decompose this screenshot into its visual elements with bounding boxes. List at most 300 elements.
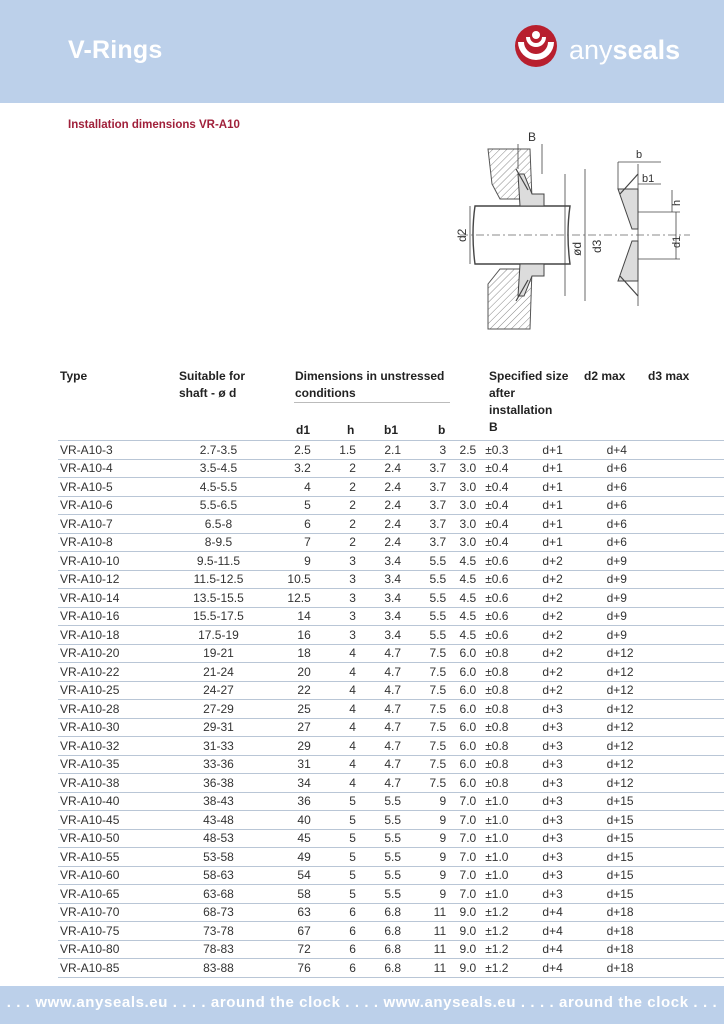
- cell-d1: 7: [269, 533, 311, 552]
- table-row: [58, 552, 724, 571]
- cell-tolerance: ±0.6: [476, 570, 542, 589]
- cell-shaft: 4.5-5.5: [168, 478, 268, 497]
- cell-d2-max: d+4: [542, 922, 606, 941]
- cell-type: VR-A10-22: [58, 663, 168, 682]
- cell-d1: 40: [269, 811, 311, 830]
- cell-d2-max: d+3: [542, 755, 606, 774]
- table-row: [58, 903, 724, 922]
- label-B: B: [528, 130, 537, 144]
- cell-b1: 4.7: [356, 644, 401, 663]
- header-shaft-1: Suitable for: [179, 369, 246, 383]
- table-row: [58, 515, 724, 534]
- cell-h: 2: [311, 515, 356, 534]
- cell-type: VR-A10-10: [58, 552, 168, 571]
- table-row: [58, 533, 724, 552]
- cell-b: 9: [401, 811, 446, 830]
- cell-b1: 5.5: [356, 811, 401, 830]
- cell-shaft: 6.5-8: [168, 515, 268, 534]
- cell-spec: 3.0: [446, 515, 476, 534]
- cell-d1: 45: [269, 829, 311, 848]
- cell-h: 6: [311, 959, 356, 978]
- cell-d1: 5: [269, 496, 311, 515]
- cell-d1: 31: [269, 755, 311, 774]
- cell-spec: 9.0: [446, 959, 476, 978]
- cell-b: 3.7: [401, 478, 446, 497]
- cell-b: 3.7: [401, 496, 446, 515]
- cell-type: VR-A10-50: [58, 829, 168, 848]
- cell-d2-max: d+4: [542, 940, 606, 959]
- cell-d2-max: d+3: [542, 829, 606, 848]
- cell-d3-max: d+15: [607, 792, 724, 811]
- cell-d3-max: d+12: [607, 718, 724, 737]
- cell-h: 6: [311, 922, 356, 941]
- cell-tolerance: ±1.2: [476, 940, 542, 959]
- label-d3: d3: [590, 239, 604, 253]
- cell-tolerance: ±0.6: [476, 589, 542, 608]
- cell-d3-max: d+6: [607, 496, 724, 515]
- cell-d3-max: d+15: [607, 848, 724, 867]
- cell-h: 5: [311, 885, 356, 904]
- cell-spec: 4.5: [446, 607, 476, 626]
- cell-b: 11: [401, 959, 446, 978]
- cell-shaft: 8-9.5: [168, 533, 268, 552]
- table-row: [58, 737, 724, 756]
- cell-d2-max: d+1: [542, 459, 606, 478]
- cell-spec: 7.0: [446, 792, 476, 811]
- cell-spec: 2.5: [446, 441, 476, 460]
- cell-d2-max: d+3: [542, 718, 606, 737]
- cell-d1: 22: [269, 681, 311, 700]
- installation-drawing: [440, 124, 700, 354]
- table-row: [58, 866, 724, 885]
- cell-h: 3: [311, 589, 356, 608]
- cell-b1: 5.5: [356, 792, 401, 811]
- table-row: [58, 774, 724, 793]
- cell-d2-max: d+3: [542, 774, 606, 793]
- cell-tolerance: ±0.8: [476, 774, 542, 793]
- cell-h: 5: [311, 829, 356, 848]
- cell-d1: 49: [269, 848, 311, 867]
- cell-spec: 3.0: [446, 533, 476, 552]
- cell-b: 7.5: [401, 644, 446, 663]
- cell-b1: 6.8: [356, 903, 401, 922]
- cell-d2-max: d+2: [542, 589, 606, 608]
- cell-b1: 3.4: [356, 607, 401, 626]
- cell-spec: 9.0: [446, 940, 476, 959]
- cell-shaft: 19-21: [168, 644, 268, 663]
- cell-spec: 4.5: [446, 589, 476, 608]
- logo-rings-icon: [512, 22, 562, 72]
- cell-d2-max: d+2: [542, 663, 606, 682]
- cell-shaft: 33-36: [168, 755, 268, 774]
- cell-type: VR-A10-18: [58, 626, 168, 645]
- cell-b1: 4.7: [356, 681, 401, 700]
- cell-d3-max: d+9: [607, 607, 724, 626]
- cell-d1: 18: [269, 644, 311, 663]
- table-row: [58, 663, 724, 682]
- cell-d2-max: d+3: [542, 885, 606, 904]
- cell-b1: 4.7: [356, 718, 401, 737]
- cell-spec: 7.0: [446, 866, 476, 885]
- cell-type: VR-A10-14: [58, 589, 168, 608]
- cell-d3-max: d+9: [607, 589, 724, 608]
- cell-d2-max: d+3: [542, 792, 606, 811]
- cell-spec: 6.0: [446, 644, 476, 663]
- header-type: Type: [60, 369, 88, 383]
- cell-tolerance: ±0.8: [476, 663, 542, 682]
- cell-b1: 2.4: [356, 459, 401, 478]
- cell-d1: 72: [269, 940, 311, 959]
- cell-tolerance: ±0.8: [476, 755, 542, 774]
- cell-tolerance: ±1.2: [476, 922, 542, 941]
- cell-b: 7.5: [401, 718, 446, 737]
- cell-h: 4: [311, 681, 356, 700]
- cell-shaft: 83-88: [168, 959, 268, 978]
- cell-type: VR-A10-30: [58, 718, 168, 737]
- cell-h: 1.5: [311, 441, 356, 460]
- cell-tolerance: ±0.4: [476, 515, 542, 534]
- header-dims-rule: [294, 402, 450, 403]
- cell-d1: 2.5: [269, 441, 311, 460]
- header-d2max: d2 max: [584, 369, 626, 383]
- cell-tolerance: ±1.0: [476, 811, 542, 830]
- cell-type: VR-A10-8: [58, 533, 168, 552]
- cell-spec: 3.0: [446, 478, 476, 497]
- cell-shaft: 5.5-6.5: [168, 496, 268, 515]
- header-h: h: [347, 423, 355, 437]
- dimensions-table: [58, 440, 724, 978]
- cell-d2-max: d+1: [542, 496, 606, 515]
- cell-spec: 7.0: [446, 811, 476, 830]
- label-d2: d2: [455, 228, 469, 242]
- cell-h: 4: [311, 644, 356, 663]
- footer-text[interactable]: . . . www.anyseals.eu . . . . around the clock . . . . www.anyseals.eu . . . . around the clock . . .: [6, 994, 718, 1011]
- cell-d1: 4: [269, 478, 311, 497]
- cell-h: 4: [311, 718, 356, 737]
- cell-h: 5: [311, 792, 356, 811]
- cell-d1: 20: [269, 663, 311, 682]
- cell-shaft: 38-43: [168, 792, 268, 811]
- cell-shaft: 63-68: [168, 885, 268, 904]
- cell-b: 7.5: [401, 700, 446, 719]
- cell-h: 2: [311, 459, 356, 478]
- cell-type: VR-A10-35: [58, 755, 168, 774]
- cell-b1: 2.4: [356, 496, 401, 515]
- header-dims-2: conditions: [295, 386, 356, 400]
- cell-tolerance: ±1.0: [476, 866, 542, 885]
- cell-shaft: 13.5-15.5: [168, 589, 268, 608]
- cell-b: 7.5: [401, 737, 446, 756]
- cell-h: 5: [311, 866, 356, 885]
- cell-d3-max: d+15: [607, 811, 724, 830]
- header-spec-4: B: [489, 420, 498, 434]
- cell-h: 2: [311, 533, 356, 552]
- cell-b1: 4.7: [356, 663, 401, 682]
- cell-d1: 6: [269, 515, 311, 534]
- cell-spec: 9.0: [446, 903, 476, 922]
- cell-type: VR-A10-16: [58, 607, 168, 626]
- cell-type: VR-A10-65: [58, 885, 168, 904]
- cell-d2-max: d+3: [542, 811, 606, 830]
- cell-type: VR-A10-3: [58, 441, 168, 460]
- cell-tolerance: ±0.8: [476, 644, 542, 663]
- cell-d3-max: d+4: [607, 441, 724, 460]
- cell-type: VR-A10-12: [58, 570, 168, 589]
- cell-spec: 6.0: [446, 663, 476, 682]
- cell-shaft: 53-58: [168, 848, 268, 867]
- cell-d2-max: d+2: [542, 570, 606, 589]
- cell-b: 11: [401, 940, 446, 959]
- cell-d1: 10.5: [269, 570, 311, 589]
- cell-tolerance: ±0.8: [476, 681, 542, 700]
- cell-b: 3: [401, 441, 446, 460]
- cell-d1: 12.5: [269, 589, 311, 608]
- cell-d3-max: d+12: [607, 700, 724, 719]
- cell-b: 5.5: [401, 570, 446, 589]
- table-row: [58, 589, 724, 608]
- cell-h: 6: [311, 940, 356, 959]
- cell-d3-max: d+9: [607, 552, 724, 571]
- cell-tolerance: ±0.4: [476, 496, 542, 515]
- cell-b1: 5.5: [356, 829, 401, 848]
- cell-spec: 6.0: [446, 774, 476, 793]
- cell-spec: 7.0: [446, 829, 476, 848]
- cell-spec: 7.0: [446, 848, 476, 867]
- cell-tolerance: ±1.2: [476, 903, 542, 922]
- cell-b1: 5.5: [356, 866, 401, 885]
- cell-tolerance: ±0.4: [476, 478, 542, 497]
- table-row: [58, 626, 724, 645]
- cell-shaft: 31-33: [168, 737, 268, 756]
- cell-d3-max: d+12: [607, 663, 724, 682]
- cell-d1: 54: [269, 866, 311, 885]
- cell-shaft: 3.5-4.5: [168, 459, 268, 478]
- cell-tolerance: ±0.6: [476, 626, 542, 645]
- cell-spec: 6.0: [446, 718, 476, 737]
- cell-shaft: 73-78: [168, 922, 268, 941]
- page-title: V-Rings: [68, 36, 163, 64]
- cell-d3-max: d+12: [607, 681, 724, 700]
- cell-b1: 4.7: [356, 755, 401, 774]
- cell-d3-max: d+9: [607, 626, 724, 645]
- cell-d1: 9: [269, 552, 311, 571]
- cell-d1: 63: [269, 903, 311, 922]
- cell-d1: 14: [269, 607, 311, 626]
- dimensions-table-section: [58, 368, 724, 978]
- cell-b1: 6.8: [356, 940, 401, 959]
- cell-d1: 34: [269, 774, 311, 793]
- cell-h: 2: [311, 478, 356, 497]
- cell-tolerance: ±1.0: [476, 848, 542, 867]
- cell-h: 5: [311, 848, 356, 867]
- cell-spec: 4.5: [446, 626, 476, 645]
- table-row: [58, 829, 724, 848]
- table-row: [58, 681, 724, 700]
- cell-d3-max: d+12: [607, 737, 724, 756]
- cell-type: VR-A10-40: [58, 792, 168, 811]
- cell-spec: 4.5: [446, 552, 476, 571]
- cell-type: VR-A10-85: [58, 959, 168, 978]
- table-row: [58, 792, 724, 811]
- cell-type: VR-A10-25: [58, 681, 168, 700]
- header-spec-2: after: [489, 386, 516, 400]
- cell-d3-max: d+18: [607, 940, 724, 959]
- label-b1: b1: [642, 173, 655, 185]
- cell-d3-max: d+18: [607, 903, 724, 922]
- cell-tolerance: ±0.4: [476, 459, 542, 478]
- table-row: [58, 848, 724, 867]
- cell-d3-max: d+6: [607, 515, 724, 534]
- cell-type: VR-A10-7: [58, 515, 168, 534]
- cell-spec: 6.0: [446, 737, 476, 756]
- brand-logo[interactable]: [512, 22, 712, 72]
- cell-h: 6: [311, 903, 356, 922]
- cell-b1: 6.8: [356, 922, 401, 941]
- cell-b: 9: [401, 866, 446, 885]
- label-h: h: [671, 199, 683, 206]
- table-row: [58, 885, 724, 904]
- cell-h: 3: [311, 607, 356, 626]
- cell-d2-max: d+2: [542, 552, 606, 571]
- cell-h: 5: [311, 811, 356, 830]
- cell-d2-max: d+4: [542, 959, 606, 978]
- header-spec-3: installation: [489, 403, 553, 417]
- cell-tolerance: ±0.3: [476, 441, 542, 460]
- cell-tolerance: ±1.2: [476, 959, 542, 978]
- cell-type: VR-A10-45: [58, 811, 168, 830]
- ring-profile-top: [618, 189, 638, 229]
- cell-spec: 4.5: [446, 570, 476, 589]
- cell-shaft: 48-53: [168, 829, 268, 848]
- table-row: [58, 607, 724, 626]
- cell-b1: 2.1: [356, 441, 401, 460]
- cell-d1: 25: [269, 700, 311, 719]
- cell-b: 7.5: [401, 663, 446, 682]
- cell-d2-max: d+2: [542, 626, 606, 645]
- table-row: [58, 644, 724, 663]
- cell-b: 5.5: [401, 626, 446, 645]
- cell-b1: 5.5: [356, 848, 401, 867]
- cell-b1: 2.4: [356, 515, 401, 534]
- cell-d1: 76: [269, 959, 311, 978]
- cell-b: 7.5: [401, 774, 446, 793]
- cell-b1: 2.4: [356, 478, 401, 497]
- table-row: [58, 700, 724, 719]
- cell-type: VR-A10-55: [58, 848, 168, 867]
- cell-d2-max: d+3: [542, 700, 606, 719]
- cell-shaft: 58-63: [168, 866, 268, 885]
- cell-shaft: 17.5-19: [168, 626, 268, 645]
- cell-shaft: 11.5-12.5: [168, 570, 268, 589]
- cell-shaft: 2.7-3.5: [168, 441, 268, 460]
- cell-b: 3.7: [401, 533, 446, 552]
- cell-d3-max: d+12: [607, 755, 724, 774]
- table-row: [58, 478, 724, 497]
- cell-b: 5.5: [401, 589, 446, 608]
- cell-b1: 4.7: [356, 774, 401, 793]
- cell-d1: 36: [269, 792, 311, 811]
- cell-b1: 2.4: [356, 533, 401, 552]
- cell-tolerance: ±1.0: [476, 885, 542, 904]
- section-title: Installation dimensions VR-A10: [68, 119, 240, 131]
- cell-d3-max: d+15: [607, 885, 724, 904]
- cell-tolerance: ±1.0: [476, 829, 542, 848]
- cell-b1: 3.4: [356, 589, 401, 608]
- cell-d1: 27: [269, 718, 311, 737]
- cell-b: 3.7: [401, 515, 446, 534]
- cell-tolerance: ±0.6: [476, 552, 542, 571]
- cell-b1: 6.8: [356, 959, 401, 978]
- cell-shaft: 43-48: [168, 811, 268, 830]
- logo-wordmark: anyseals: [569, 35, 681, 65]
- cell-shaft: 68-73: [168, 903, 268, 922]
- cell-shaft: 9.5-11.5: [168, 552, 268, 571]
- ring-profile-bottom: [618, 241, 638, 281]
- cell-h: 4: [311, 774, 356, 793]
- cell-d3-max: d+6: [607, 459, 724, 478]
- table-row: [58, 570, 724, 589]
- cell-d1: 58: [269, 885, 311, 904]
- cell-tolerance: ±0.8: [476, 737, 542, 756]
- cell-tolerance: ±0.4: [476, 533, 542, 552]
- cell-type: VR-A10-60: [58, 866, 168, 885]
- cell-h: 4: [311, 663, 356, 682]
- cell-type: VR-A10-80: [58, 940, 168, 959]
- label-b: b: [636, 149, 643, 161]
- cell-type: VR-A10-20: [58, 644, 168, 663]
- cell-type: VR-A10-32: [58, 737, 168, 756]
- cell-d2-max: d+2: [542, 607, 606, 626]
- cell-d2-max: d+1: [542, 441, 606, 460]
- table-header: [58, 368, 724, 440]
- header-b1: b1: [384, 423, 399, 437]
- cell-b: 9: [401, 848, 446, 867]
- cell-d3-max: d+12: [607, 644, 724, 663]
- cell-shaft: 78-83: [168, 940, 268, 959]
- header-dims-1: Dimensions in unstressed: [295, 369, 445, 383]
- cell-shaft: 36-38: [168, 774, 268, 793]
- cell-shaft: 27-29: [168, 700, 268, 719]
- cell-spec: 6.0: [446, 681, 476, 700]
- cell-b1: 4.7: [356, 737, 401, 756]
- cell-d2-max: d+1: [542, 478, 606, 497]
- cell-b1: 3.4: [356, 570, 401, 589]
- footer-band: [0, 986, 724, 1024]
- cell-h: 4: [311, 700, 356, 719]
- header-d1: d1: [296, 423, 311, 437]
- cell-type: VR-A10-38: [58, 774, 168, 793]
- cell-b1: 3.4: [356, 626, 401, 645]
- cell-d3-max: d+15: [607, 866, 724, 885]
- cell-d1: 67: [269, 922, 311, 941]
- cell-d2-max: d+1: [542, 533, 606, 552]
- cell-d2-max: d+2: [542, 644, 606, 663]
- table-row: [58, 940, 724, 959]
- table-row: [58, 755, 724, 774]
- table-row: [58, 496, 724, 515]
- cell-d2-max: d+3: [542, 737, 606, 756]
- cell-d3-max: d+6: [607, 478, 724, 497]
- cell-h: 2: [311, 496, 356, 515]
- cell-b: 9: [401, 829, 446, 848]
- cell-type: VR-A10-75: [58, 922, 168, 941]
- cell-b: 11: [401, 903, 446, 922]
- cell-tolerance: ±0.6: [476, 607, 542, 626]
- cell-type: VR-A10-4: [58, 459, 168, 478]
- cell-d3-max: d+18: [607, 922, 724, 941]
- table-row: [58, 959, 724, 978]
- cell-b: 7.5: [401, 755, 446, 774]
